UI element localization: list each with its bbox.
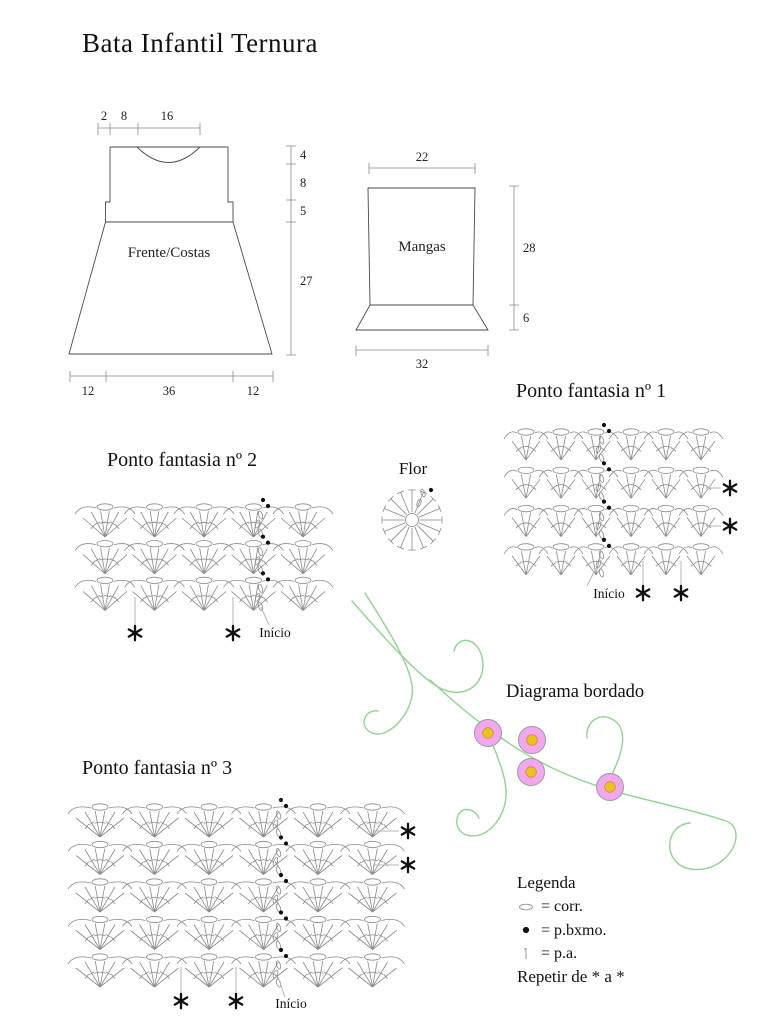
embroidery-flowers — [475, 720, 624, 801]
sleeve-label: Mangas — [398, 239, 446, 255]
sleeve-schematic — [340, 125, 555, 380]
ponto-1-title: Ponto fantasia nº 1 — [516, 380, 667, 402]
slip-dot-icon — [517, 923, 535, 937]
flower-chart — [368, 480, 458, 560]
flower-center — [526, 767, 537, 778]
legend-heading: Legenda — [517, 873, 576, 892]
dim-label: 6 — [523, 311, 530, 325]
leader-line — [261, 607, 269, 625]
fan-motif-grid — [504, 429, 723, 575]
dim-label: 32 — [415, 357, 429, 371]
dim-label: 2 — [100, 109, 108, 123]
legend-footer: Repetir de * a * — [517, 966, 625, 986]
legend — [517, 872, 707, 1005]
repeat-asterisk — [724, 481, 736, 495]
dim-label: 12 — [246, 384, 260, 398]
stitch-chart-ponto-2 — [65, 445, 360, 650]
legend-item-label: = corr. — [541, 898, 583, 916]
embroidery-stems — [352, 593, 736, 870]
post-bar-icon — [517, 946, 535, 960]
legend-item-chain — [517, 896, 707, 917]
dimension-lines — [356, 163, 519, 356]
chain-column — [272, 798, 288, 988]
front-back-label: Frente/Costas — [127, 245, 211, 261]
fan-motif-grid — [75, 504, 333, 611]
chain-column — [595, 423, 611, 578]
dim-label: 12 — [81, 384, 95, 398]
embroidery-chart — [330, 585, 750, 885]
dim-label: 28 — [523, 241, 536, 255]
page-title: Bata Infantil Ternura — [82, 28, 319, 58]
chain-oval-icon — [517, 900, 535, 914]
ponto-3-title: Ponto fantasia nº 3 — [82, 757, 233, 779]
flower-spokes — [382, 488, 442, 550]
flower-center — [483, 728, 494, 739]
flower-center — [605, 782, 616, 793]
neckline-curve — [137, 147, 200, 163]
legend-item-post — [517, 943, 707, 964]
repeat-asterisk — [227, 626, 239, 640]
repeat-asterisk — [724, 519, 736, 533]
dim-label: 22 — [415, 150, 429, 164]
inicio-label: Início — [593, 586, 625, 601]
legend-item-slip — [517, 920, 707, 941]
dim-label: 5 — [300, 204, 307, 218]
dim-label: 27 — [300, 274, 313, 288]
embroidery-title: Diagrama bordado — [506, 682, 645, 702]
flower-center — [527, 735, 538, 746]
flower-title: Flor — [398, 459, 428, 478]
sleeve-outline — [356, 188, 488, 330]
inicio-label: Início — [259, 625, 291, 640]
leader-line — [587, 568, 596, 586]
repeat-asterisk — [129, 626, 141, 640]
stitch-chart-ponto-1 — [490, 378, 779, 613]
dim-label: 4 — [300, 148, 307, 162]
inicio-label: Início — [275, 996, 307, 1011]
front-back-schematic — [55, 95, 313, 405]
legend-item-label: = p.a. — [541, 944, 578, 962]
repeat-asterisk — [175, 994, 187, 1008]
ponto-2-title: Ponto fantasia nº 2 — [107, 449, 258, 471]
dim-label: 36 — [162, 384, 176, 398]
repeat-asterisk — [230, 994, 242, 1008]
legend-item-label: = p.bxmo. — [541, 921, 607, 939]
dim-label: 8 — [120, 109, 128, 123]
dim-label: 8 — [300, 176, 307, 190]
dim-label: 16 — [160, 109, 174, 123]
